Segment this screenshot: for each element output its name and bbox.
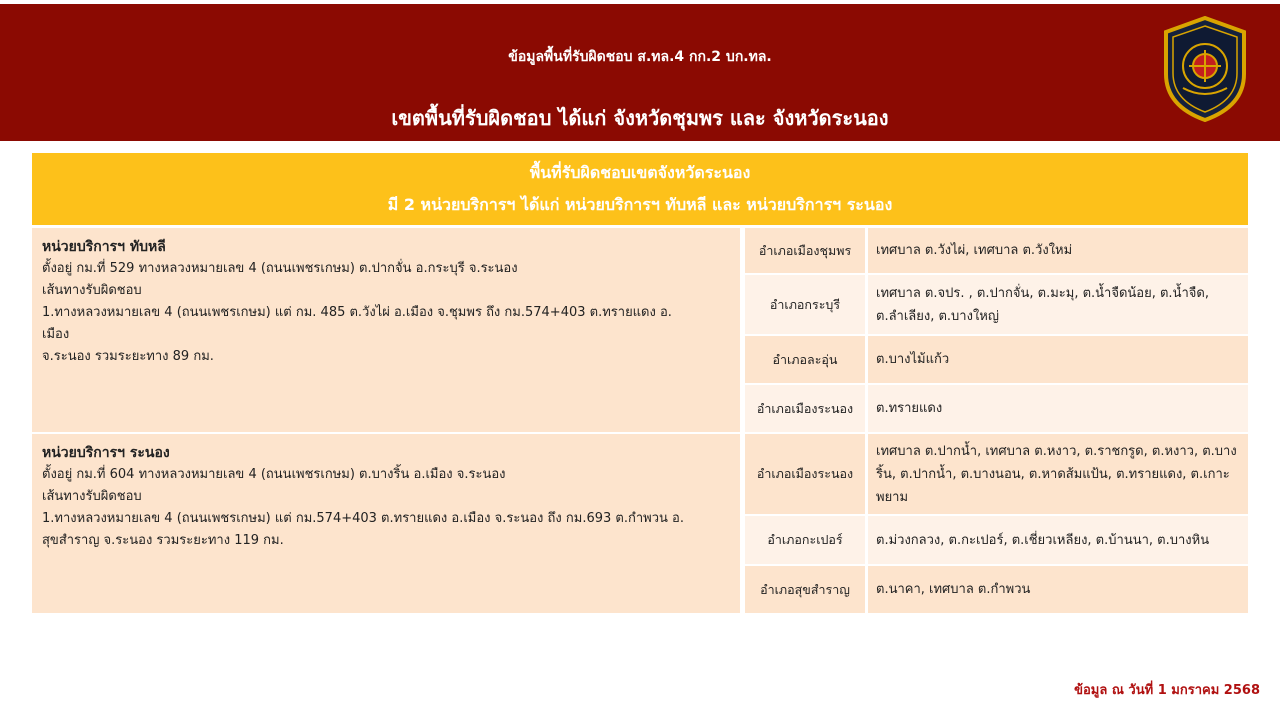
- district-cell: อำเภอสุขสำราญ: [745, 566, 865, 613]
- unit-route-label: เส้นทางรับผิดชอบ: [42, 489, 142, 504]
- banner-subtitle: มี 2 หน่วยบริการฯ ได้แก่ หน่วยบริการฯ ทับหลี และ หน่วยบริการฯ ระนอง: [387, 195, 893, 214]
- subdistrict-cell: เทศบาล ต.วังไผ่, เทศบาล ต.วังใหม่: [868, 228, 1248, 273]
- unit-route-line: 1.ทางหลวงหมายเลข 4 (ถนนเพชรเกษม) แต่ กม.574+403 ต.ทรายแดง อ.เมือง จ.ระนอง ถึง กม.693 ต.กำพวน อ.: [42, 511, 684, 526]
- district-cell: อำเภอกะเปอร์: [745, 516, 865, 564]
- header-title: เขตพื้นที่รับผิดชอบ ได้แก่ จังหวัดชุมพร และ จังหวัดระนอง: [391, 106, 889, 130]
- unit-route-line: จ.ระนอง รวมระยะทาง 89 กม.: [42, 349, 214, 364]
- data-date-note: ข้อมูล ณ วันที่ 1 มกราคม 2568: [1074, 683, 1260, 698]
- district-cell: อำเภอกระบุรี: [745, 275, 865, 334]
- unit-card-thapli: [32, 228, 740, 432]
- unit-route-label: เส้นทางรับผิดชอบ: [42, 283, 142, 298]
- district-cell: อำเภอเมืองระนอง: [745, 385, 865, 432]
- unit-title: หน่วยบริการฯ ระนอง: [42, 445, 170, 461]
- unit-location: ตั้งอยู่ กม.ที่ 529 ทางหลวงหมายเลข 4 (ถนนเพชรเกษม) ต.ปากจั่น อ.กระบุรี จ.ระนอง: [42, 261, 518, 276]
- banner-title: พื้นที่รับผิดชอบเขตจังหวัดระนอง: [529, 163, 751, 182]
- header-subtitle: ข้อมูลพื้นที่รับผิดชอบ ส.ทล.4 กก.2 บก.ทล.: [508, 49, 772, 65]
- section-banner: [32, 153, 1248, 225]
- subdistrict-cell: ต.ทรายแดง: [868, 385, 1248, 432]
- unit-location: ตั้งอยู่ กม.ที่ 604 ทางหลวงหมายเลข 4 (ถนนเพชรเกษม) ต.บางริ้น อ.เมือง จ.ระนอง: [42, 467, 506, 482]
- district-cell: อำเภอละอุ่น: [745, 336, 865, 383]
- highway-police-badge-icon: [1158, 16, 1252, 122]
- district-cell: อำเภอเมืองระนอง: [745, 434, 865, 514]
- subdistrict-cell: เทศบาล ต.ปากน้ำ, เทศบาล ต.หงาว, ต.ราชกรูด, ต.หงาว, ต.บางริ้น, ต.ปากน้ำ, ต.บางนอน, ต.หาดส้มแป้น, ต.ทรายแดง, ต.เกาะพยาม: [868, 434, 1248, 514]
- subdistrict-cell: เทศบาล ต.จปร. , ต.ปากจั่น, ต.มะมุ, ต.น้ำจืดน้อย, ต.น้ำจืด, ต.ลำเลียง, ต.บางใหญ่: [868, 275, 1248, 334]
- subdistrict-cell: ต.บางไม้แก้ว: [868, 336, 1248, 383]
- subdistrict-cell: ต.ม่วงกลวง, ต.กะเปอร์, ต.เชี่ยวเหลียง, ต.บ้านนา, ต.บางหิน: [868, 516, 1248, 564]
- district-cell: อำเภอเมืองชุมพร: [745, 228, 865, 273]
- unit-route-line: 1.ทางหลวงหมายเลข 4 (ถนนเพชรเกษม) แต่ กม. 485 ต.วังไผ่ อ.เมือง จ.ชุมพร ถึง กม.574+403 ต.ทรายแดง อ.: [42, 305, 672, 320]
- unit-route-line: สุขสำราญ จ.ระนอง รวมระยะทาง 119 กม.: [42, 533, 284, 548]
- unit-title: หน่วยบริการฯ ทับหลี: [42, 239, 166, 255]
- unit-route-line: เมือง: [42, 327, 70, 342]
- header-bar: [0, 4, 1280, 141]
- unit-card-ranong: [32, 434, 740, 613]
- subdistrict-cell: ต.นาคา, เทศบาล ต.กำพวน: [868, 566, 1248, 613]
